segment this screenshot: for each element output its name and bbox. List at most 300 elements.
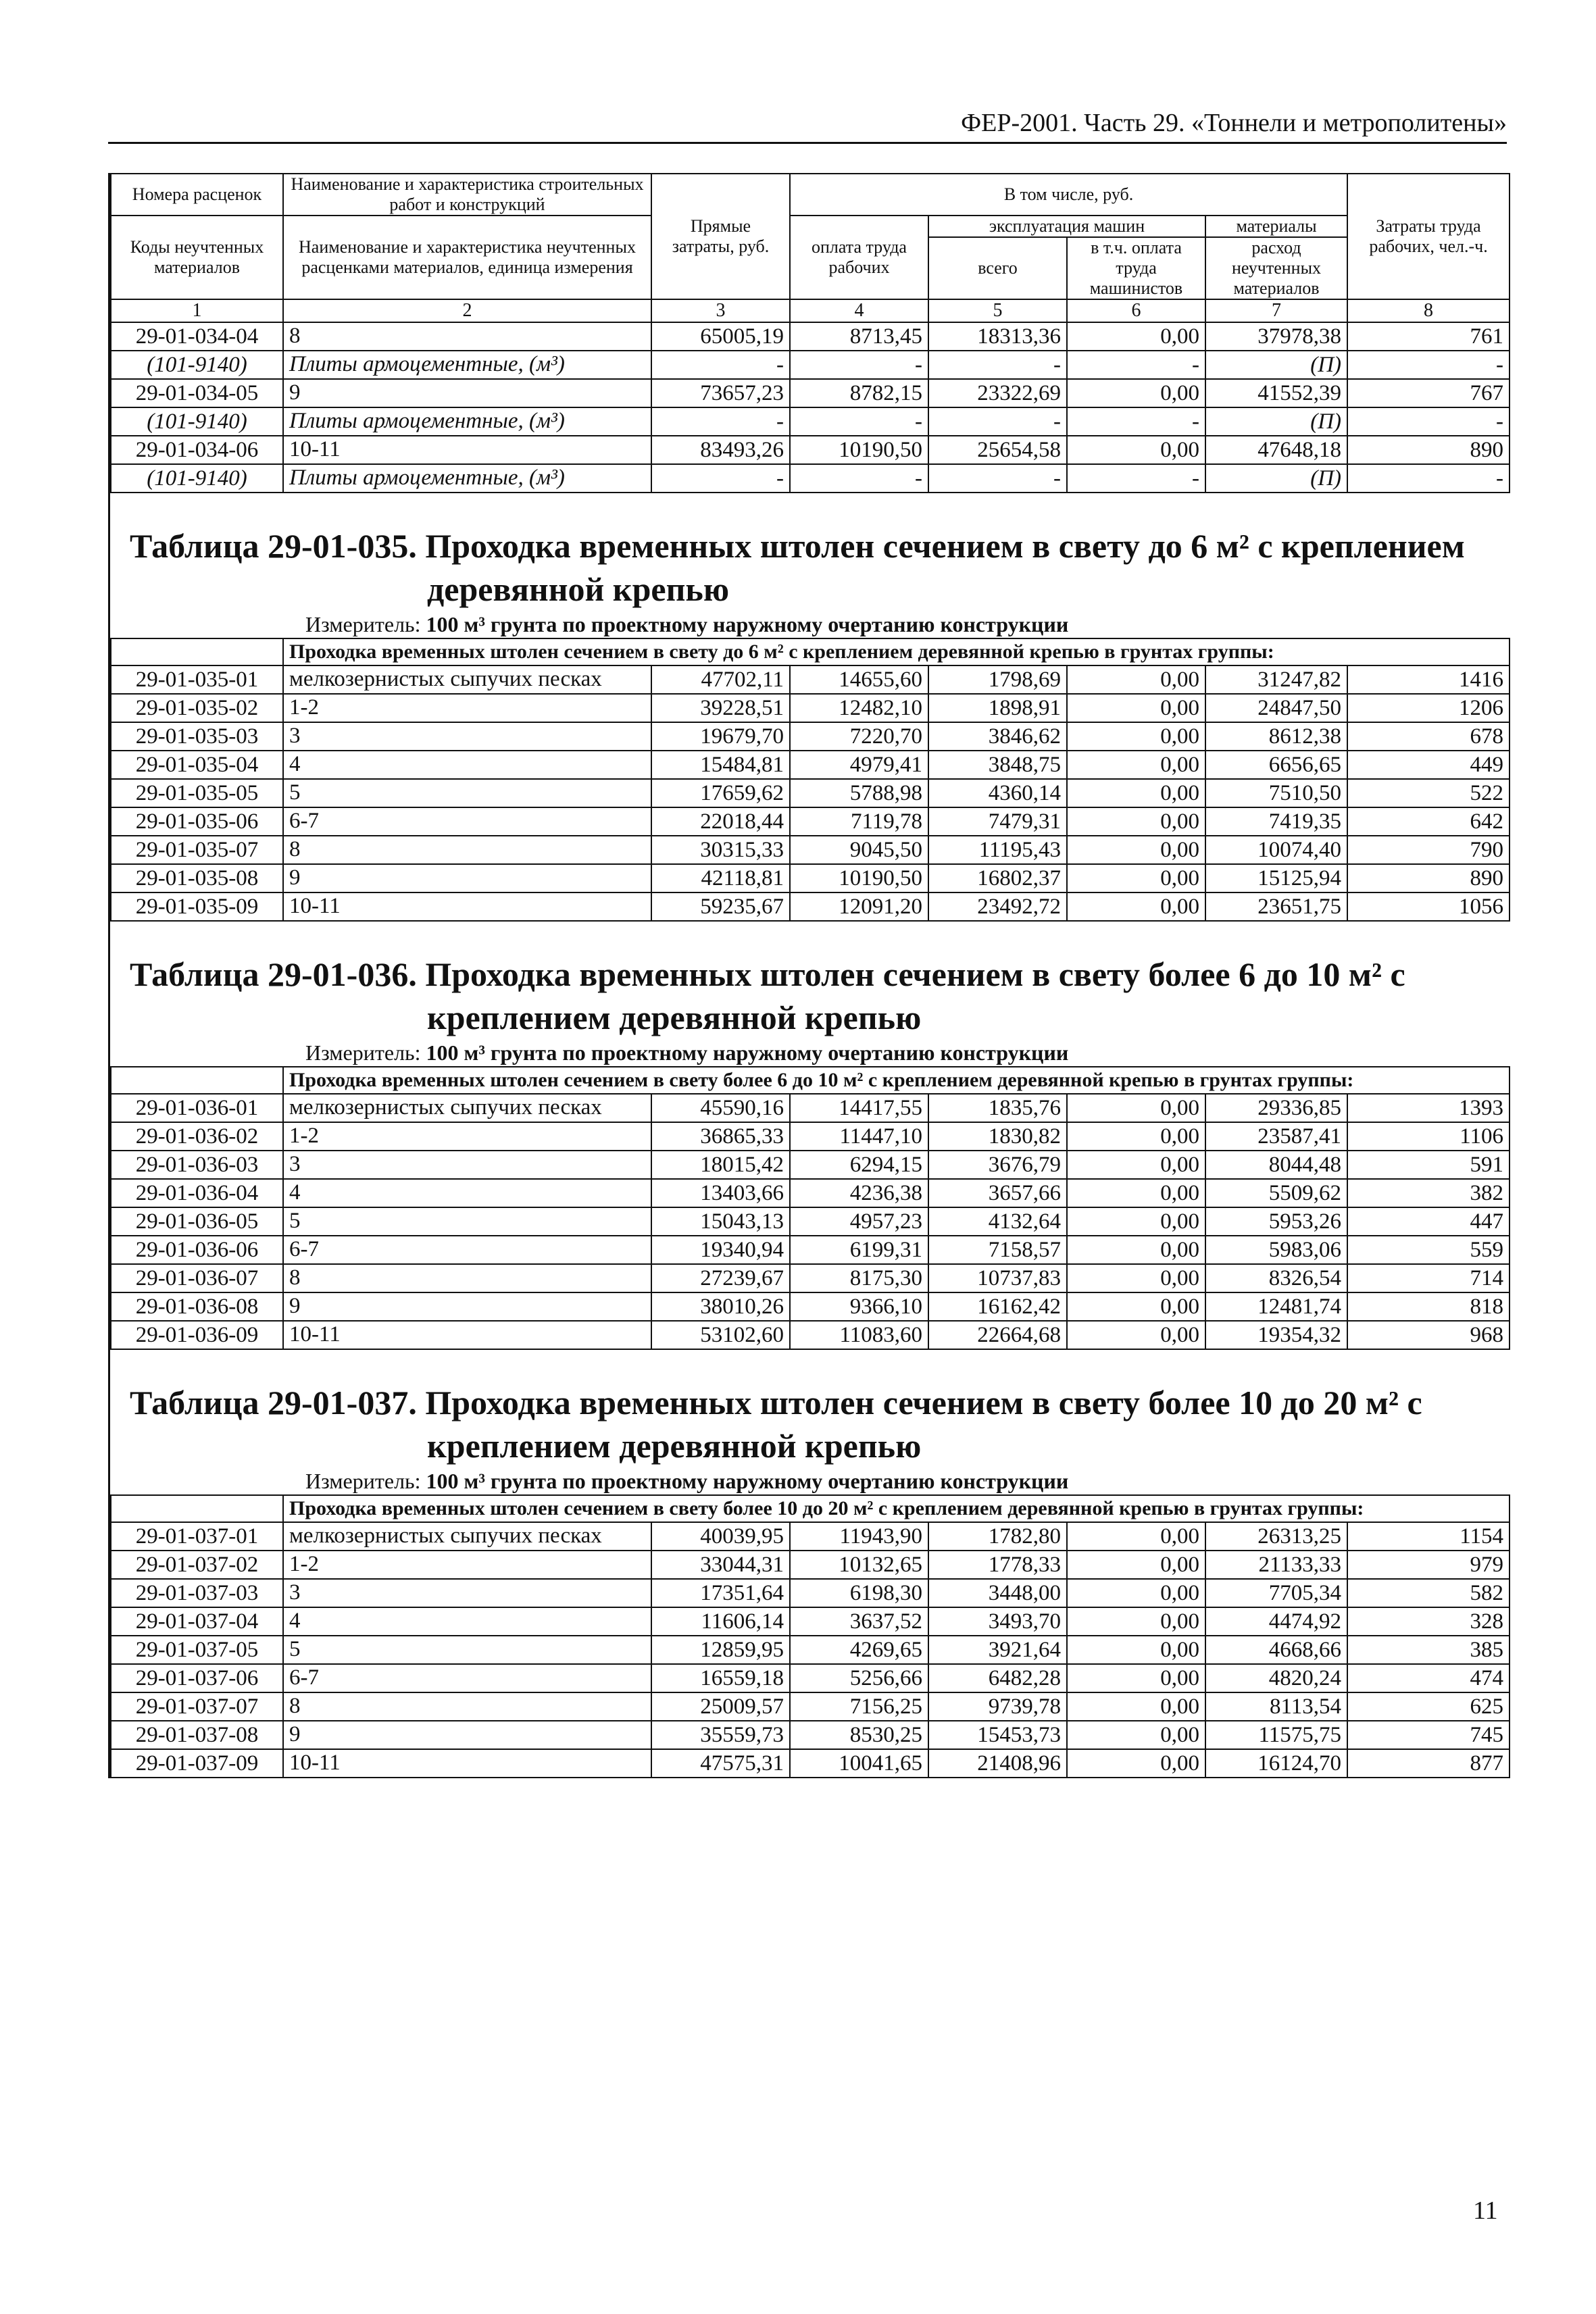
cell-direct: 42118,81	[651, 864, 790, 892]
col-name-bottom: Наименование и характеристика неучтенных расценками материалов, единица измерения	[283, 216, 651, 299]
cell-wages: 5788,98	[790, 779, 928, 807]
cell-mat: 8326,54	[1205, 1264, 1347, 1292]
cell-mach_w: 0,00	[1067, 1151, 1205, 1179]
cell-labor: 582	[1347, 1579, 1510, 1607]
cell-wages: 6294,15	[790, 1151, 928, 1179]
table-row	[111, 1094, 1510, 1122]
rates-table	[110, 173, 1510, 1778]
cell-mach_w: 0,00	[1067, 665, 1205, 694]
cell-wages: 3637,52	[790, 1607, 928, 1636]
cell-direct: 19340,94	[651, 1236, 790, 1264]
cell-mach_w: 0,00	[1067, 379, 1205, 407]
cell-direct: 18015,42	[651, 1151, 790, 1179]
cell-mat: 8113,54	[1205, 1692, 1347, 1721]
cell-mat: 4820,24	[1205, 1664, 1347, 1692]
col-machines-total: всего	[928, 237, 1067, 299]
cell-name: 6-7	[283, 1664, 651, 1692]
cell-name: 3	[283, 722, 651, 751]
cell-name: 8	[283, 1264, 651, 1292]
table-title	[111, 921, 1510, 1067]
cell-name: 6-7	[283, 807, 651, 836]
cell-direct: 39228,51	[651, 694, 790, 722]
cell-wages: 6199,31	[790, 1236, 928, 1264]
cell-code: 29-01-035-02	[111, 694, 283, 722]
cell-labor: 767	[1347, 379, 1510, 407]
cell-mach_w: 0,00	[1067, 1094, 1205, 1122]
cell-material-code: (101-9140)	[111, 351, 283, 379]
cell-wages: 14655,60	[790, 665, 928, 694]
cell-name: 8	[283, 322, 651, 351]
cell-mach_w: 0,00	[1067, 1179, 1205, 1207]
cell-direct: 45590,16	[651, 1094, 790, 1122]
measure-label: Измеритель:	[305, 1469, 421, 1493]
cell-material-value: (П)	[1205, 464, 1347, 493]
cell-labor: 968	[1347, 1321, 1510, 1349]
cell-code: 29-01-035-08	[111, 864, 283, 892]
cell-mach: 3676,79	[928, 1151, 1067, 1179]
group-empty-cell	[111, 1067, 283, 1094]
cell-name: 10-11	[283, 892, 651, 921]
cell-direct: 53102,60	[651, 1321, 790, 1349]
cell-mat: 29336,85	[1205, 1094, 1347, 1122]
cell-wages: 10190,50	[790, 864, 928, 892]
cell-name: 8	[283, 1692, 651, 1721]
cell-direct: 17351,64	[651, 1579, 790, 1607]
cell-code: 29-01-036-05	[111, 1207, 283, 1236]
table-row	[111, 807, 1510, 836]
cell-mach: 18313,36	[928, 322, 1067, 351]
cell-direct: 25009,57	[651, 1692, 790, 1721]
cell-direct: 13403,66	[651, 1179, 790, 1207]
cell-direct: 11606,14	[651, 1607, 790, 1636]
cell-name: 9	[283, 379, 651, 407]
cell-code: 29-01-036-01	[111, 1094, 283, 1122]
cell-material-name: Плиты армоцементные, (м³)	[283, 464, 651, 493]
cell-labor: 385	[1347, 1636, 1510, 1664]
col-labor: Затраты труда рабочих, чел.-ч.	[1347, 174, 1510, 299]
cell-mach: 3848,75	[928, 751, 1067, 779]
cell-wages: 4269,65	[790, 1636, 928, 1664]
group-title: Проходка временных штолен сечением в свету более 10 до 20 м² с креплением деревянной крепью в грунтах группы:	[283, 1495, 1510, 1522]
cell-direct: 36865,33	[651, 1122, 790, 1151]
cell-mach: 16802,37	[928, 864, 1067, 892]
table-row	[111, 665, 1510, 694]
table-row	[111, 1579, 1510, 1607]
cell-labor: 1154	[1347, 1522, 1510, 1551]
cell-dash: -	[651, 464, 790, 493]
cell-mach: 3657,66	[928, 1179, 1067, 1207]
table-row	[111, 379, 1510, 407]
cell-mach: 15453,73	[928, 1721, 1067, 1749]
col-direct: Прямые затраты, руб.	[651, 174, 790, 299]
cell-wages: 8713,45	[790, 322, 928, 351]
cell-labor: 522	[1347, 779, 1510, 807]
table-row	[111, 836, 1510, 864]
cell-mach: 3493,70	[928, 1607, 1067, 1636]
cell-wages: 12482,10	[790, 694, 928, 722]
col-materials: материалы	[1205, 216, 1347, 237]
cell-mach_w: 0,00	[1067, 1692, 1205, 1721]
cell-labor: 642	[1347, 807, 1510, 836]
cell-wages: 8175,30	[790, 1264, 928, 1292]
table-row	[111, 1551, 1510, 1579]
measure-label: Измеритель:	[305, 1040, 421, 1065]
cell-mat: 5983,06	[1205, 1236, 1347, 1264]
cell-name: 5	[283, 1207, 651, 1236]
cell-mach: 3448,00	[928, 1579, 1067, 1607]
measure-label: Измеритель:	[305, 612, 421, 636]
cell-mach_w: 0,00	[1067, 436, 1205, 464]
index-cell: 2	[283, 299, 651, 322]
cell-mach: 3921,64	[928, 1636, 1067, 1664]
cell-code: 29-01-036-03	[111, 1151, 283, 1179]
cell-material-value: (П)	[1205, 407, 1347, 436]
cell-mach_w: 0,00	[1067, 1207, 1205, 1236]
cell-wages: 14417,55	[790, 1094, 928, 1122]
cell-mach: 1835,76	[928, 1094, 1067, 1122]
cell-dash: -	[928, 407, 1067, 436]
cell-name: 5	[283, 1636, 651, 1664]
cell-code: 29-01-034-06	[111, 436, 283, 464]
cell-labor: 714	[1347, 1264, 1510, 1292]
cell-mat: 7510,50	[1205, 779, 1347, 807]
table-row	[111, 1122, 1510, 1151]
cell-name: 3	[283, 1151, 651, 1179]
table-row	[111, 1664, 1510, 1692]
col-incl: В том числе, руб.	[790, 174, 1347, 216]
table-title-row	[111, 493, 1510, 638]
cell-mat: 47648,18	[1205, 436, 1347, 464]
cell-labor: 1393	[1347, 1094, 1510, 1122]
cell-wages: 4957,23	[790, 1207, 928, 1236]
cell-mach_w: 0,00	[1067, 836, 1205, 864]
cell-direct: 12859,95	[651, 1636, 790, 1664]
cell-code: 29-01-035-06	[111, 807, 283, 836]
cell-mach_w: 0,00	[1067, 1579, 1205, 1607]
cell-code: 29-01-037-09	[111, 1749, 283, 1778]
table-row	[111, 1721, 1510, 1749]
cell-dash: -	[928, 351, 1067, 379]
cell-material-name: Плиты армоцементные, (м³)	[283, 351, 651, 379]
cell-mach: 9739,78	[928, 1692, 1067, 1721]
cell-mach: 4132,64	[928, 1207, 1067, 1236]
col-materials-unaccounted: расход неучтенных материалов	[1205, 237, 1347, 299]
cell-direct: 15484,81	[651, 751, 790, 779]
cell-direct: 59235,67	[651, 892, 790, 921]
table-title-line-1: Таблица 29-01-036. Проходка временных штолен сечением в свету более 6 до 10 м² с	[130, 955, 1405, 993]
col-name-top: Наименование и характеристика строительных работ и конструкций	[283, 174, 651, 216]
cell-mach: 1782,80	[928, 1522, 1067, 1551]
cell-name: 8	[283, 836, 651, 864]
group-title: Проходка временных штолен сечением в свету до 6 м² с креплением деревянной крепью в грунтах группы:	[283, 638, 1510, 665]
cell-dash: -	[651, 351, 790, 379]
cell-labor: 447	[1347, 1207, 1510, 1236]
cell-wages: 8782,15	[790, 379, 928, 407]
cell-mach_w: 0,00	[1067, 1522, 1205, 1551]
cell-direct: 19679,70	[651, 722, 790, 751]
cell-mach_w: 0,00	[1067, 322, 1205, 351]
cell-name: 9	[283, 864, 651, 892]
cell-direct: 40039,95	[651, 1522, 790, 1551]
cell-name: 4	[283, 1179, 651, 1207]
table-row	[111, 322, 1510, 351]
cell-mach_w: 0,00	[1067, 1122, 1205, 1151]
cell-wages: 6198,30	[790, 1579, 928, 1607]
col-code-top: Номера расценок	[111, 174, 283, 216]
cell-mach: 3846,62	[928, 722, 1067, 751]
cell-code: 29-01-036-06	[111, 1236, 283, 1264]
table-row	[111, 1236, 1510, 1264]
cell-wages: 11447,10	[790, 1122, 928, 1151]
cell-code: 29-01-037-08	[111, 1721, 283, 1749]
material-row	[111, 351, 1510, 379]
table-row	[111, 1264, 1510, 1292]
cell-mat: 15125,94	[1205, 864, 1347, 892]
cell-mach_w: 0,00	[1067, 1749, 1205, 1778]
header-row-1	[111, 174, 1510, 216]
cell-code: 29-01-034-04	[111, 322, 283, 351]
cell-code: 29-01-037-03	[111, 1579, 283, 1607]
cell-code: 29-01-035-03	[111, 722, 283, 751]
table-title-line-2: креплением деревянной крепью	[427, 999, 922, 1036]
cell-code: 29-01-035-05	[111, 779, 283, 807]
material-row	[111, 464, 1510, 493]
table-row	[111, 864, 1510, 892]
cell-mat: 26313,25	[1205, 1522, 1347, 1551]
cell-wages: 10041,65	[790, 1749, 928, 1778]
cell-material-code: (101-9140)	[111, 464, 283, 493]
cell-material-name: Плиты армоцементные, (м³)	[283, 407, 651, 436]
cell-wages: 11083,60	[790, 1321, 928, 1349]
cell-labor: 979	[1347, 1551, 1510, 1579]
table-row	[111, 1522, 1510, 1551]
cell-labor: 559	[1347, 1236, 1510, 1264]
cell-mach: 1830,82	[928, 1122, 1067, 1151]
cell-mat: 4668,66	[1205, 1636, 1347, 1664]
table-title	[111, 1349, 1510, 1495]
cell-mach: 22664,68	[928, 1321, 1067, 1349]
table-row	[111, 1292, 1510, 1321]
cell-wages: 9366,10	[790, 1292, 928, 1321]
table-title-line-2: деревянной крепью	[427, 570, 730, 608]
index-cell: 8	[1347, 299, 1510, 322]
table-row	[111, 1749, 1510, 1778]
cell-labor: 1056	[1347, 892, 1510, 921]
cell-wages: 11943,90	[790, 1522, 928, 1551]
cell-wages: 12091,20	[790, 892, 928, 921]
cell-dash: -	[790, 464, 928, 493]
cell-mach_w: 0,00	[1067, 807, 1205, 836]
cell-name: мелкозернистых сыпучих песках	[283, 1094, 651, 1122]
cell-code: 29-01-035-07	[111, 836, 283, 864]
table-row	[111, 1179, 1510, 1207]
cell-labor: 678	[1347, 722, 1510, 751]
cell-labor: 382	[1347, 1179, 1510, 1207]
cell-mach_w: 0,00	[1067, 694, 1205, 722]
cell-direct: 47702,11	[651, 665, 790, 694]
cell-dash: -	[790, 407, 928, 436]
table-title-line-1: Таблица 29-01-037. Проходка временных штолен сечением в свету более 10 до 20 м² с	[130, 1384, 1422, 1422]
table-title-row	[111, 921, 1510, 1067]
cell-dash: -	[1347, 464, 1510, 493]
cell-mat: 23587,41	[1205, 1122, 1347, 1151]
cell-name: 4	[283, 1607, 651, 1636]
cell-mat: 11575,75	[1205, 1721, 1347, 1749]
cell-name: 5	[283, 779, 651, 807]
cell-dash: -	[1347, 351, 1510, 379]
cell-code: 29-01-037-04	[111, 1607, 283, 1636]
cell-labor: 1206	[1347, 694, 1510, 722]
group-empty-cell	[111, 638, 283, 665]
cell-mach: 21408,96	[928, 1749, 1067, 1778]
table-title-line-1: Таблица 29-01-035. Проходка временных штолен сечением в свету до 6 м² с креплением	[130, 527, 1465, 565]
measure-text: 100 м³ грунта по проектному наружному очертанию конструкции	[426, 1040, 1069, 1065]
table-row	[111, 892, 1510, 921]
cell-mat: 8612,38	[1205, 722, 1347, 751]
cell-mat: 24847,50	[1205, 694, 1347, 722]
column-index-row	[111, 299, 1510, 322]
page-number: 11	[1473, 2196, 1498, 2225]
table-body	[111, 174, 1510, 1778]
cell-mat: 5509,62	[1205, 1179, 1347, 1207]
cell-wages: 10132,65	[790, 1551, 928, 1579]
col-code-bottom: Коды неучтенных материалов	[111, 216, 283, 299]
index-cell: 4	[790, 299, 928, 322]
cell-mach: 10737,83	[928, 1264, 1067, 1292]
cell-code: 29-01-036-08	[111, 1292, 283, 1321]
cell-mat: 8044,48	[1205, 1151, 1347, 1179]
cell-mat: 5953,26	[1205, 1207, 1347, 1236]
cell-labor: 745	[1347, 1721, 1510, 1749]
cell-dash: -	[651, 407, 790, 436]
table-row	[111, 694, 1510, 722]
cell-direct: 73657,23	[651, 379, 790, 407]
table-row	[111, 779, 1510, 807]
cell-labor: 890	[1347, 864, 1510, 892]
table-title	[111, 493, 1510, 638]
cell-mat: 7705,34	[1205, 1579, 1347, 1607]
cell-mach: 4360,14	[928, 779, 1067, 807]
cell-mach: 1898,91	[928, 694, 1067, 722]
cell-mach_w: 0,00	[1067, 1636, 1205, 1664]
cell-mach_w: 0,00	[1067, 1292, 1205, 1321]
cell-mach_w: 0,00	[1067, 1607, 1205, 1636]
cell-code: 29-01-035-04	[111, 751, 283, 779]
table-row	[111, 1207, 1510, 1236]
cell-direct: 83493,26	[651, 436, 790, 464]
cell-name: 9	[283, 1292, 651, 1321]
cell-labor: 877	[1347, 1749, 1510, 1778]
running-header: ФЕР-2001. Часть 29. «Тоннели и метрополитены»	[108, 108, 1507, 144]
cell-material-value: (П)	[1205, 351, 1347, 379]
cell-name: 1-2	[283, 694, 651, 722]
cell-dash: -	[1067, 407, 1205, 436]
cell-mach_w: 0,00	[1067, 751, 1205, 779]
material-row	[111, 407, 1510, 436]
cell-mach: 23322,69	[928, 379, 1067, 407]
cell-code: 29-01-035-09	[111, 892, 283, 921]
cell-labor: 790	[1347, 836, 1510, 864]
cell-labor: 449	[1347, 751, 1510, 779]
index-cell: 5	[928, 299, 1067, 322]
table-row	[111, 1151, 1510, 1179]
cell-labor: 890	[1347, 436, 1510, 464]
cell-code: 29-01-036-07	[111, 1264, 283, 1292]
cell-mat: 21133,33	[1205, 1551, 1347, 1579]
cell-name: мелкозернистых сыпучих песках	[283, 1522, 651, 1551]
cell-name: 9	[283, 1721, 651, 1749]
cell-mat: 31247,82	[1205, 665, 1347, 694]
cell-labor: 328	[1347, 1607, 1510, 1636]
cell-direct: 38010,26	[651, 1292, 790, 1321]
cell-mach: 16162,42	[928, 1292, 1067, 1321]
cell-name: 6-7	[283, 1236, 651, 1264]
cell-direct: 35559,73	[651, 1721, 790, 1749]
cell-wages: 7156,25	[790, 1692, 928, 1721]
cell-mach: 7479,31	[928, 807, 1067, 836]
table-row	[111, 751, 1510, 779]
cell-wages: 7220,70	[790, 722, 928, 751]
cell-labor: 474	[1347, 1664, 1510, 1692]
index-cell: 3	[651, 299, 790, 322]
cell-dash: -	[790, 351, 928, 379]
cell-labor: 591	[1347, 1151, 1510, 1179]
cell-wages: 5256,66	[790, 1664, 928, 1692]
cell-code: 29-01-036-04	[111, 1179, 283, 1207]
table-title-row	[111, 1349, 1510, 1495]
cell-direct: 16559,18	[651, 1664, 790, 1692]
cell-dash: -	[1347, 407, 1510, 436]
cell-name: 3	[283, 1579, 651, 1607]
cell-mat: 23651,75	[1205, 892, 1347, 921]
cell-dash: -	[1067, 351, 1205, 379]
cell-mach: 11195,43	[928, 836, 1067, 864]
cell-wages: 4979,41	[790, 751, 928, 779]
cell-dash: -	[1067, 464, 1205, 493]
cell-code: 29-01-035-01	[111, 665, 283, 694]
cell-mat: 12481,74	[1205, 1292, 1347, 1321]
cell-direct: 15043,13	[651, 1207, 790, 1236]
table-row	[111, 436, 1510, 464]
table-row	[111, 1321, 1510, 1349]
cell-direct: 30315,33	[651, 836, 790, 864]
index-cell: 1	[111, 299, 283, 322]
cell-wages: 10190,50	[790, 436, 928, 464]
col-machines: эксплуатация машин	[928, 216, 1205, 237]
cell-direct: 65005,19	[651, 322, 790, 351]
cell-wages: 9045,50	[790, 836, 928, 864]
group-row	[111, 1067, 1510, 1094]
cell-mach_w: 0,00	[1067, 1551, 1205, 1579]
cell-code: 29-01-037-07	[111, 1692, 283, 1721]
cell-labor: 818	[1347, 1292, 1510, 1321]
cell-name: 10-11	[283, 436, 651, 464]
cell-code: 29-01-037-06	[111, 1664, 283, 1692]
index-cell: 7	[1205, 299, 1347, 322]
table-row	[111, 722, 1510, 751]
cell-wages: 4236,38	[790, 1179, 928, 1207]
cell-mach_w: 0,00	[1067, 1236, 1205, 1264]
cell-mat: 10074,40	[1205, 836, 1347, 864]
cell-direct: 22018,44	[651, 807, 790, 836]
cell-mach_w: 0,00	[1067, 892, 1205, 921]
cell-name: 4	[283, 751, 651, 779]
cell-labor: 1106	[1347, 1122, 1510, 1151]
cell-dash: -	[928, 464, 1067, 493]
cell-labor: 1416	[1347, 665, 1510, 694]
measure-text: 100 м³ грунта по проектному наружному очертанию конструкции	[426, 612, 1069, 636]
cell-mat: 19354,32	[1205, 1321, 1347, 1349]
